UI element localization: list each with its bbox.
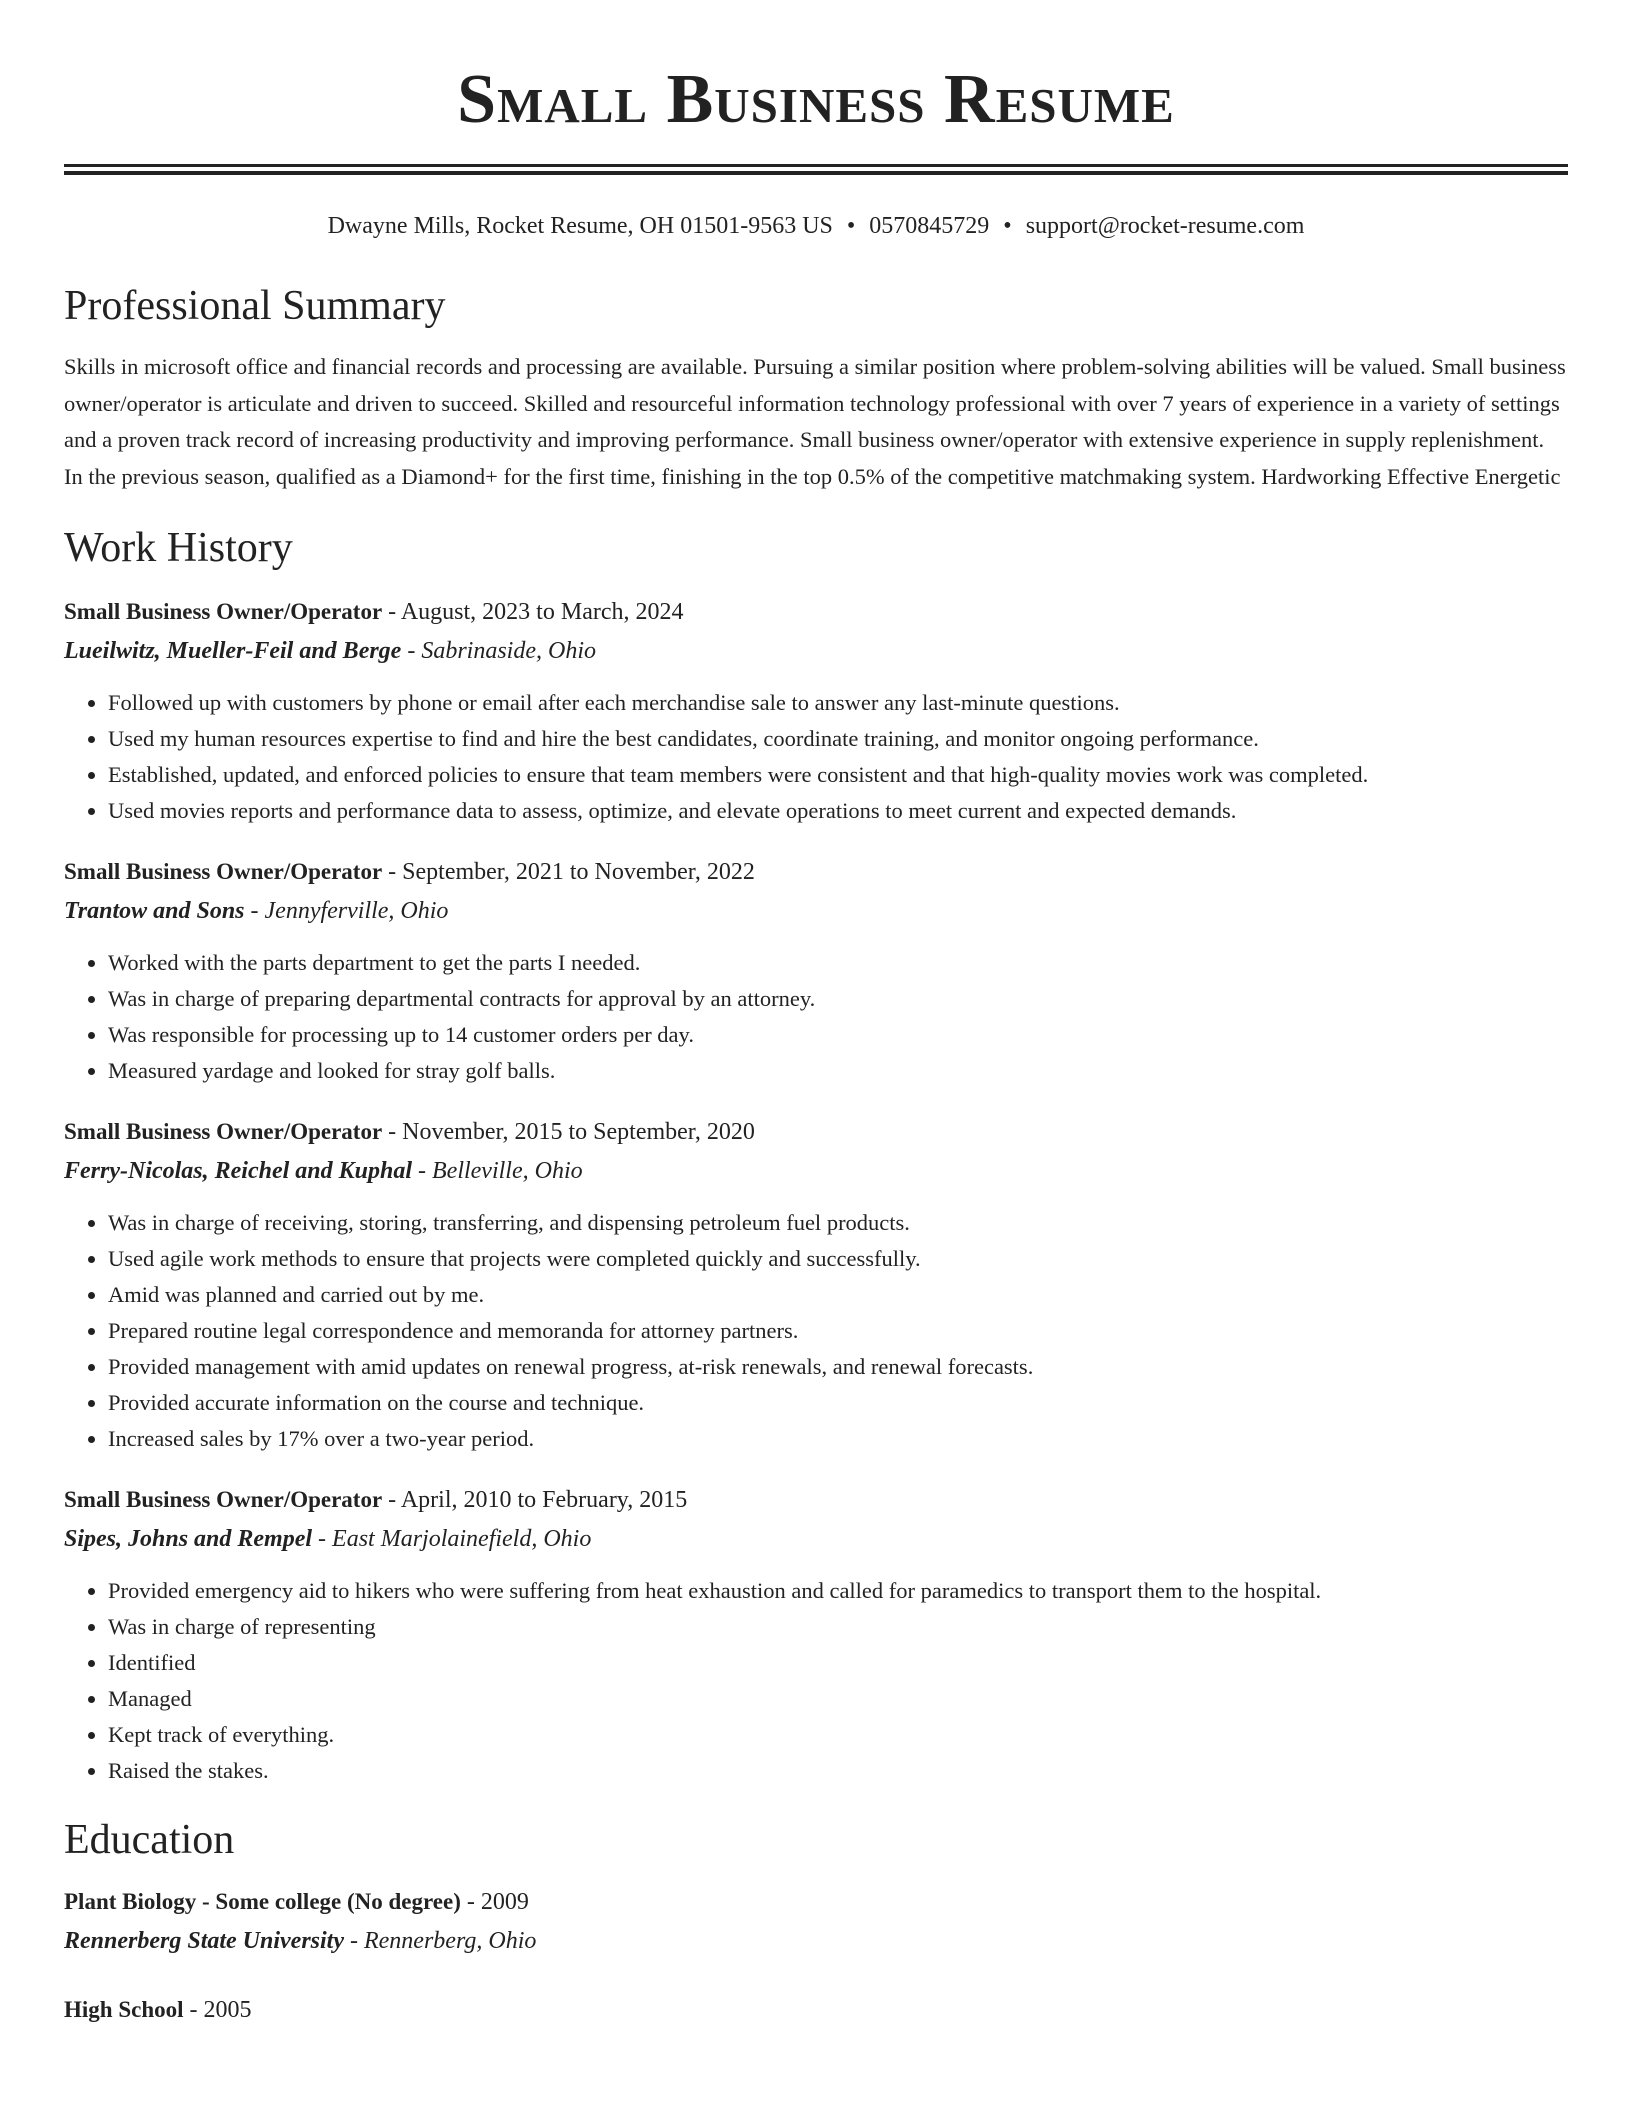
job-bullets bbox=[64, 1205, 1568, 1457]
job-location: - Sabrinaside, Ohio bbox=[401, 638, 597, 664]
job-title: Small Business Owner/Operator bbox=[64, 1487, 383, 1512]
resume-title: Small Business Resume bbox=[457, 61, 1175, 138]
job-bullet: • Raised the stakes. bbox=[108, 1753, 1568, 1789]
job-bullet: • Provided emergency aid to hikers who were suffering from heat exhaustion and called for paramedics to transport them to the hospital. bbox=[108, 1573, 1568, 1609]
job-title: Small Business Owner/Operator bbox=[64, 859, 383, 884]
job-bullet: • Was responsible for processing up to 14 customer orders per day. bbox=[108, 1017, 1568, 1053]
education-degree-line bbox=[64, 1883, 1568, 1921]
job-dates: - August, 2023 to March, 2024 bbox=[382, 599, 684, 625]
job-entry bbox=[64, 853, 1568, 1089]
education-entry bbox=[64, 1883, 1568, 1961]
job-bullet: • Used my human resources expertise to find and hire the best candidates, coordinate training, and monitor ongoing performance. bbox=[108, 721, 1568, 757]
job-company: Ferry-Nicolas, Reichel and Kuphal bbox=[64, 1158, 413, 1184]
job-entry bbox=[64, 593, 1568, 829]
job-company: Lueilwitz, Mueller-Feil and Berge bbox=[64, 638, 402, 664]
job-location: - East Marjolainefield, Ohio bbox=[312, 1526, 592, 1552]
job-bullet: • Prepared routine legal correspondence and memoranda for attorney partners. bbox=[108, 1313, 1568, 1349]
job-bullet: • Amid was planned and carried out by me. bbox=[108, 1277, 1568, 1313]
work-history-heading: Work History bbox=[64, 525, 293, 571]
education-degree: Plant Biology - Some college (No degree) bbox=[64, 1889, 461, 1914]
job-location: - Jennyferville, Ohio bbox=[244, 898, 449, 924]
job-bullet: • Was in charge of receiving, storing, transferring, and dispensing petroleum fuel products. bbox=[108, 1205, 1568, 1241]
job-title-line bbox=[64, 1481, 1568, 1519]
job-bullet: • Identified bbox=[108, 1645, 1568, 1681]
job-bullet: • Measured yardage and looked for stray golf balls. bbox=[108, 1053, 1568, 1089]
job-company: Trantow and Sons bbox=[64, 898, 245, 924]
job-dates: - September, 2021 to November, 2022 bbox=[382, 859, 755, 885]
job-dates: - April, 2010 to February, 2015 bbox=[382, 1487, 688, 1513]
job-title-line bbox=[64, 593, 1568, 631]
job-title: Small Business Owner/Operator bbox=[64, 599, 383, 624]
job-bullets bbox=[64, 1573, 1568, 1789]
education-year: - 2005 bbox=[183, 1997, 252, 2023]
job-bullets bbox=[64, 945, 1568, 1089]
job-bullet: • Managed bbox=[108, 1681, 1568, 1717]
job-bullet: • Used agile work methods to ensure that projects were completed quickly and successfully. bbox=[108, 1241, 1568, 1277]
job-company: Sipes, Johns and Rempel bbox=[64, 1526, 313, 1552]
job-bullet: • Was in charge of preparing departmental contracts for approval by an attorney. bbox=[108, 981, 1568, 1017]
education-degree-line bbox=[64, 1991, 1568, 2029]
education-heading: Education bbox=[64, 1817, 235, 1863]
job-bullet: • Provided management with amid updates on renewal progress, at-risk renewals, and renewal forecasts. bbox=[108, 1349, 1568, 1385]
contact-address: Dwayne Mills, Rocket Resume, OH 01501-9563 US bbox=[327, 213, 833, 239]
job-bullet: • Established, updated, and enforced policies to ensure that team members were consistent and that high-quality movies work was completed. bbox=[108, 757, 1568, 793]
job-entry bbox=[64, 1113, 1568, 1457]
job-company-line bbox=[64, 1519, 1568, 1559]
contact-email[interactable]: support@rocket-resume.com bbox=[1025, 213, 1305, 239]
title-divider bbox=[64, 164, 1568, 175]
job-bullet: • Increased sales by 17% over a two-year period. bbox=[108, 1421, 1568, 1457]
job-title-line bbox=[64, 853, 1568, 891]
job-bullets bbox=[64, 685, 1568, 829]
education-entry bbox=[64, 1991, 1568, 2029]
job-bullet: • Followed up with customers by phone or email after each merchandise sale to answer any last-minute questions. bbox=[108, 685, 1568, 721]
summary-heading: Professional Summary bbox=[64, 283, 446, 329]
job-title-line bbox=[64, 1113, 1568, 1151]
education-degree: High School bbox=[64, 1997, 184, 2022]
job-bullet: • Was in charge of representing bbox=[108, 1609, 1568, 1645]
job-title: Small Business Owner/Operator bbox=[64, 1119, 383, 1144]
job-company-line bbox=[64, 1151, 1568, 1191]
job-company-line bbox=[64, 631, 1568, 671]
education-school-line bbox=[64, 1921, 1568, 1961]
job-bullet: • Worked with the parts department to get the parts I needed. bbox=[108, 945, 1568, 981]
job-location: - Belleville, Ohio bbox=[412, 1158, 583, 1184]
contact-separator: • bbox=[1003, 213, 1012, 239]
job-company-line bbox=[64, 891, 1568, 931]
education-school: Rennerberg State University bbox=[64, 1928, 344, 1954]
contact-line bbox=[64, 211, 1568, 241]
education-location: - Rennerberg, Ohio bbox=[344, 1928, 537, 1954]
job-bullet: • Kept track of everything. bbox=[108, 1717, 1568, 1753]
education-year: - 2009 bbox=[460, 1889, 529, 1915]
contact-phone: 0570845729 bbox=[869, 213, 990, 239]
job-dates: - November, 2015 to September, 2020 bbox=[382, 1119, 755, 1145]
contact-separator: • bbox=[846, 213, 856, 239]
job-bullet: • Used movies reports and performance data to assess, optimize, and elevate operations to meet current and expected demands. bbox=[108, 793, 1568, 829]
job-entry bbox=[64, 1481, 1568, 1789]
job-bullet: • Provided accurate information on the course and technique. bbox=[108, 1385, 1568, 1421]
summary-text: Skills in microsoft office and financial records and processing are available. Pursuing a similar position where problem-solving abilities will be valued. Small business owner/operator is articulate and driven to succeed. Skilled and resourceful information technology professional with over 7 years of experience in a variety of settings and a proven track record of increasing productivity and improving performance. Small business owner/operator with extensive experience in supply replenishment. In the previous season, qualified as a Diamond+ for the first time, finishing in the top 0.5% of the competitive matchmaking system. Hardworking Effective Energetic bbox=[64, 354, 1566, 489]
